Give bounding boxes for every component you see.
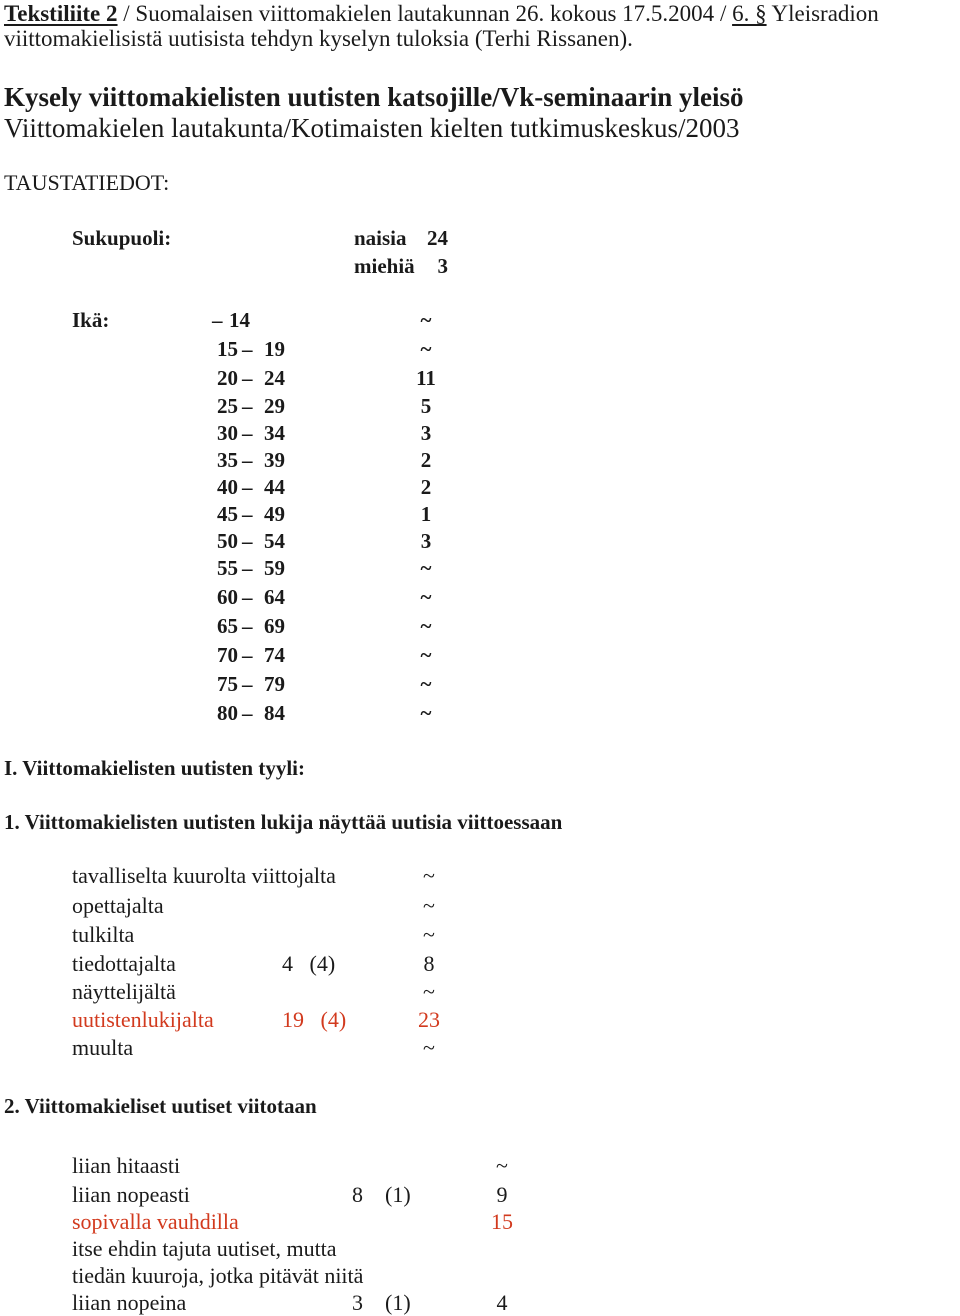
answer-total: 9	[496, 1182, 508, 1207]
age-range-dash: –	[242, 529, 253, 553]
answer-label: tiedän kuuroja, jotka pitävät niitä	[72, 1263, 364, 1288]
answer-total: ~	[423, 922, 435, 947]
age-range-dash: –	[242, 585, 253, 609]
header-separator: /	[117, 1, 136, 26]
age-range-from: 40	[217, 475, 238, 499]
answer-label: tulkilta	[72, 922, 135, 947]
age-range-to: 64	[264, 585, 285, 609]
age-range-dash: –	[242, 394, 253, 418]
answer-detail: 8 (1)	[352, 1182, 411, 1207]
agenda-item-number: 6. §	[732, 1, 767, 26]
age-count: ~	[420, 672, 432, 696]
answer-label: sopivalla vauhdilla	[72, 1209, 239, 1234]
age-range-to: 59	[264, 556, 285, 580]
age-range-dash: –	[242, 701, 253, 725]
age-range-from: 60	[217, 585, 238, 609]
age-range-from: 20	[217, 366, 238, 390]
age-count: 3	[420, 421, 432, 445]
age-label: Ikä:	[72, 308, 110, 332]
age-range-to: 34	[264, 421, 285, 445]
question-1: 1. Viittomakielisten uutisten lukija näyttää uutisia viittoessaan	[4, 810, 563, 834]
answer-total: ~	[423, 979, 435, 1004]
age-count: ~	[420, 337, 432, 361]
age-range-from: 55	[217, 556, 238, 580]
answer-total: 8	[423, 951, 435, 976]
age-count: ~	[420, 614, 432, 638]
age-range-dash: –	[242, 672, 253, 696]
answer-label: itse ehdin tajuta uutiset, mutta	[72, 1236, 337, 1261]
age-count: 5	[420, 394, 432, 418]
survey-title: Kysely viittomakielisten uutisten katsojille/Vk-seminaarin yleisö	[4, 82, 744, 112]
age-range-dash: –	[242, 337, 253, 361]
answer-total: ~	[423, 863, 435, 888]
answer-label: opettajalta	[72, 893, 164, 918]
age-range-to: 24	[264, 366, 285, 390]
answer-label: tavalliselta kuurolta viittojalta	[72, 863, 336, 888]
age-range-to: 39	[264, 448, 285, 472]
age-count: 3	[420, 529, 432, 553]
answer-total: 23	[418, 1007, 440, 1032]
age-range-to: 84	[264, 701, 285, 725]
document-header-line1	[4, 1, 879, 27]
age-range-to: 49	[264, 502, 285, 526]
age-count: 2	[420, 475, 432, 499]
age-range-to: 44	[264, 475, 285, 499]
age-count: 2	[420, 448, 432, 472]
meeting-info: Suomalaisen viittomakielen lautakunnan 26. kokous 17.5.2004	[135, 1, 715, 26]
age-range-from: 30	[217, 421, 238, 445]
gender-row-value: 3	[437, 254, 448, 278]
answer-label: uutistenlukijalta	[72, 1007, 214, 1032]
age-range-from: 35	[217, 448, 238, 472]
answer-label: muulta	[72, 1035, 134, 1060]
age-range-dash: –	[242, 502, 253, 526]
answer-total: ~	[423, 893, 435, 918]
answer-label: tiedottajalta	[72, 951, 176, 976]
header-separator: /	[714, 1, 733, 26]
answer-label: liian nopeina	[72, 1290, 187, 1315]
age-range-from: 65	[217, 614, 238, 638]
age-range-to: 74	[264, 643, 285, 667]
age-range-from: 70	[217, 643, 238, 667]
answer-total: ~	[496, 1153, 508, 1178]
age-range-from: 15	[217, 337, 238, 361]
age-range-dash: –	[242, 421, 253, 445]
gender-row-value: 24	[427, 226, 448, 250]
gender-label: Sukupuoli:	[72, 226, 172, 250]
age-count: ~	[420, 585, 432, 609]
answer-label: liian nopeasti	[72, 1182, 190, 1207]
age-range-dash: –	[242, 643, 253, 667]
age-range-to: 19	[264, 337, 285, 361]
age-range-from: 75	[217, 672, 238, 696]
gender-row-label: naisia	[354, 226, 407, 250]
answer-label: näyttelijältä	[72, 979, 176, 1004]
age-range-to: 54	[264, 529, 285, 553]
age-range-dash: –	[242, 366, 253, 390]
gender-row-label: miehiä	[354, 254, 415, 278]
answer-total: 4	[496, 1290, 508, 1315]
document-header-line2: viittomakielisistä uutisista tehdyn kyselyn tuloksia (Terhi Rissanen).	[4, 26, 633, 51]
age-range-to: 14	[229, 308, 250, 332]
background-heading: TAUSTATIEDOT:	[4, 170, 170, 195]
section-heading: I. Viittomakielisten uutisten tyyli:	[4, 756, 306, 780]
age-range-dash: –	[242, 556, 253, 580]
age-range-dash: –	[242, 448, 253, 472]
answer-detail: 3 (1)	[352, 1290, 411, 1315]
age-range-from: 80	[217, 701, 238, 725]
age-count: ~	[420, 308, 432, 332]
survey-subtitle: Viittomakielen lautakunta/Kotimaisten kielten tutkimuskeskus/2003	[4, 113, 740, 143]
age-count: ~	[420, 643, 432, 667]
header-topic-start: Yleisradion	[771, 1, 879, 26]
age-range-dash: –	[242, 475, 253, 499]
age-range-from: 45	[217, 502, 238, 526]
question-2: 2. Viittomakieliset uutiset viitotaan	[4, 1094, 317, 1118]
age-count: ~	[420, 701, 432, 725]
answer-label: liian hitaasti	[72, 1153, 181, 1178]
attachment-label: Tekstiliite 2	[4, 1, 118, 26]
age-range-to: 29	[264, 394, 285, 418]
age-range-from: 50	[217, 529, 238, 553]
age-range-to: 69	[264, 614, 285, 638]
age-range-dash: –	[212, 308, 223, 332]
age-range-dash: –	[242, 614, 253, 638]
age-count: ~	[420, 556, 432, 580]
answer-detail: 19 (4)	[282, 1007, 347, 1032]
age-count: 11	[416, 366, 436, 390]
age-range-to: 79	[264, 672, 285, 696]
answer-detail: 4 (4)	[282, 951, 336, 976]
answer-total: ~	[423, 1035, 435, 1060]
answer-total: 15	[491, 1209, 513, 1234]
age-count: 1	[420, 502, 432, 526]
age-range-from: 25	[217, 394, 238, 418]
